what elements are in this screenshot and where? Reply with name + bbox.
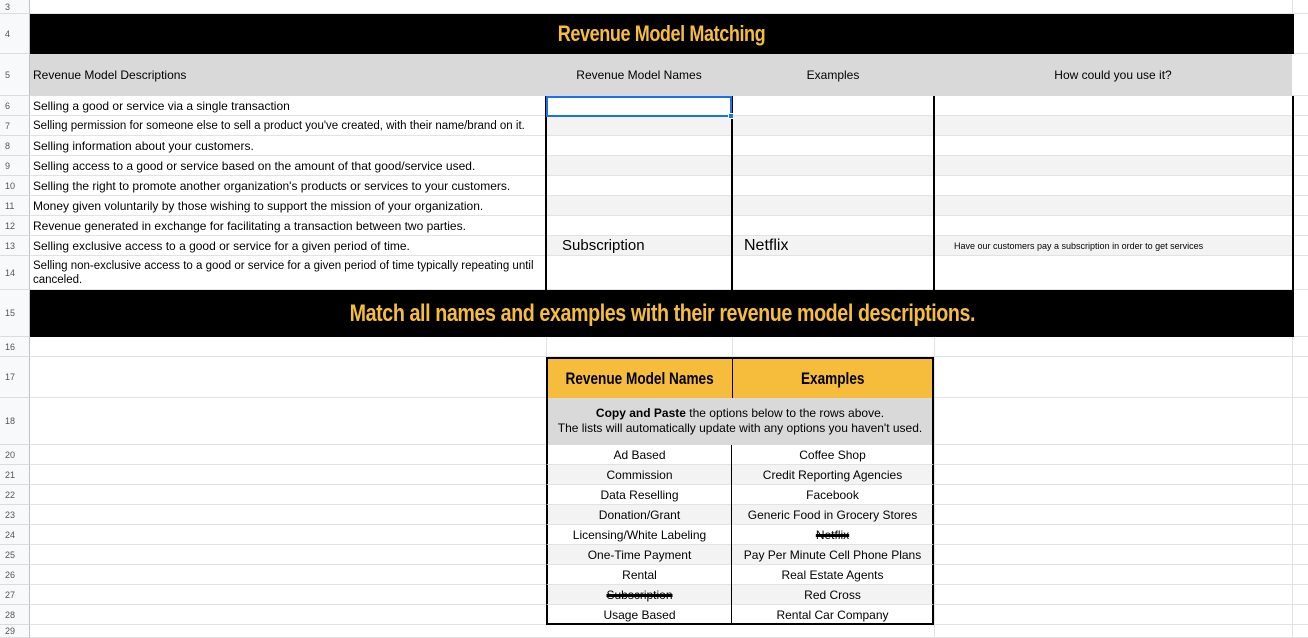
filled-name-cell[interactable]	[562, 236, 645, 255]
row-number[interactable]: 4	[0, 14, 30, 54]
row-number[interactable]: 13	[0, 236, 30, 256]
row-number[interactable]: 17	[0, 357, 30, 398]
row-number[interactable]: 14	[0, 256, 30, 290]
row-number[interactable]: 7	[0, 116, 30, 136]
option-name[interactable]: Licensing/White Labeling	[572, 528, 707, 542]
fill-handle[interactable]	[728, 113, 734, 119]
header-descriptions[interactable]	[30, 54, 546, 96]
row-number[interactable]: 9	[0, 156, 30, 176]
option-name[interactable]: Usage Based	[603, 608, 676, 622]
upper-border-4	[1292, 96, 1294, 290]
row-number[interactable]: 26	[0, 565, 30, 585]
row-number[interactable]: 3	[0, 0, 30, 14]
header-use[interactable]	[934, 54, 1292, 96]
option-example[interactable]: Generic Food in Grocery Stores	[747, 508, 918, 522]
row-number[interactable]: 22	[0, 485, 30, 505]
row-number[interactable]: 20	[0, 445, 30, 465]
row-number[interactable]: 16	[0, 337, 30, 357]
header-use-label: How could you use it?	[1054, 68, 1172, 82]
gridline-vertical	[934, 337, 935, 357]
header-examples-label: Examples	[806, 68, 860, 82]
option-name[interactable]: Data Reselling	[600, 488, 679, 502]
description-cell[interactable]: Selling access to a good or service based on the amount of that good/service used.	[33, 159, 476, 173]
description-cell[interactable]: Selling information about your customers.	[33, 139, 254, 153]
row-number[interactable]: 24	[0, 525, 30, 545]
row-number[interactable]: 29	[0, 625, 30, 638]
description-cell[interactable]: Selling the right to promote another organization's products or services to your customers.	[33, 179, 511, 193]
page-title: Revenue Model Matching	[558, 21, 766, 46]
description-cell[interactable]: Selling non-exclusive access to a good or service for a given period of time typically repeating until canceled.	[33, 260, 534, 286]
filled-name: Subscription	[562, 237, 645, 254]
instruction-text: Match all names and examples with their revenue model descriptions.	[349, 299, 975, 327]
row-number[interactable]: 6	[0, 96, 30, 116]
option-example[interactable]: Facebook	[806, 488, 859, 502]
option-name[interactable]: Commission	[606, 468, 673, 482]
option-name[interactable]: Rental	[622, 568, 657, 582]
row-number[interactable]: 12	[0, 216, 30, 236]
upper-border-1	[545, 96, 547, 290]
row-shade	[546, 156, 1292, 175]
option-name[interactable]: Subscription	[606, 588, 673, 602]
header-names[interactable]	[546, 54, 732, 96]
option-name[interactable]: One-Time Payment	[587, 548, 692, 562]
row-shade	[546, 196, 1292, 215]
description-cell[interactable]: Selling exclusive access to a good or service for a given period of time.	[33, 239, 410, 253]
row-number[interactable]: 15	[0, 290, 30, 337]
header-descriptions-label: Revenue Model Descriptions	[33, 68, 187, 82]
row-number[interactable]: 21	[0, 465, 30, 485]
header-names-label: Revenue Model Names	[576, 68, 702, 82]
options-divider	[731, 445, 732, 625]
upper-border-3	[933, 96, 935, 290]
upper-border-2	[731, 96, 733, 290]
option-example[interactable]: Red Cross	[804, 588, 861, 602]
filled-use: Have our customers pay a subscription in order to get services	[954, 240, 1204, 251]
option-example[interactable]: Real Estate Agents	[781, 568, 884, 582]
filled-example: Netflix	[744, 236, 789, 254]
title-banner	[30, 14, 1294, 54]
option-example[interactable]: Netflix	[815, 528, 850, 542]
instruction-banner	[30, 290, 1294, 337]
option-example[interactable]: Rental Car Company	[776, 608, 889, 622]
gridline-vertical	[1292, 337, 1293, 637]
option-name[interactable]: Ad Based	[613, 448, 666, 462]
gridline-vertical	[934, 357, 935, 637]
options-names-header-label: Revenue Model Names	[565, 368, 715, 388]
note-rest: the options below to the rows above.	[685, 406, 885, 420]
row-number[interactable]: 11	[0, 196, 30, 216]
options-note-line2: The lists will automatically update with any options you haven't used.	[557, 421, 923, 435]
options-note[interactable]	[546, 398, 934, 445]
row-number[interactable]: 28	[0, 605, 30, 625]
option-example[interactable]: Credit Reporting Agencies	[762, 468, 903, 482]
description-cell[interactable]: Revenue generated in exchange for facilitating a transaction between two parties.	[33, 219, 466, 233]
description-cell[interactable]: Money given voluntarily by those wishing to support the mission of your organization.	[33, 199, 484, 213]
row-number[interactable]: 8	[0, 136, 30, 156]
row-number[interactable]: 10	[0, 176, 30, 196]
selected-cell[interactable]	[546, 96, 732, 117]
filled-use-cell[interactable]	[954, 236, 1203, 255]
row-number[interactable]: 27	[0, 585, 30, 605]
header-examples[interactable]	[732, 54, 934, 96]
row-number[interactable]: 18	[0, 398, 30, 445]
row-number[interactable]: 23	[0, 505, 30, 525]
row-shade	[546, 116, 1292, 135]
option-name[interactable]: Donation/Grant	[598, 508, 681, 522]
note-bold: Copy and Paste	[595, 406, 686, 420]
gridline-vertical	[732, 337, 733, 357]
options-examples-header-label: Examples	[800, 368, 865, 388]
row-number[interactable]: 25	[0, 545, 30, 565]
gridline-vertical	[1292, 0, 1293, 14]
option-example[interactable]: Coffee Shop	[799, 448, 866, 462]
options-names-header[interactable]	[546, 357, 732, 398]
option-example[interactable]: Pay Per Minute Cell Phone Plans	[743, 548, 922, 562]
description-cell[interactable]: Selling permission for someone else to sell a product you've created, with their name/brand on it.	[33, 120, 525, 132]
description-cell[interactable]: Selling a good or service via a single transaction	[33, 99, 290, 113]
filled-example-cell[interactable]	[744, 236, 788, 255]
options-note-line1	[548, 406, 932, 421]
row-number[interactable]: 5	[0, 54, 30, 96]
options-examples-header[interactable]	[732, 357, 934, 398]
gridline-vertical	[546, 337, 547, 357]
